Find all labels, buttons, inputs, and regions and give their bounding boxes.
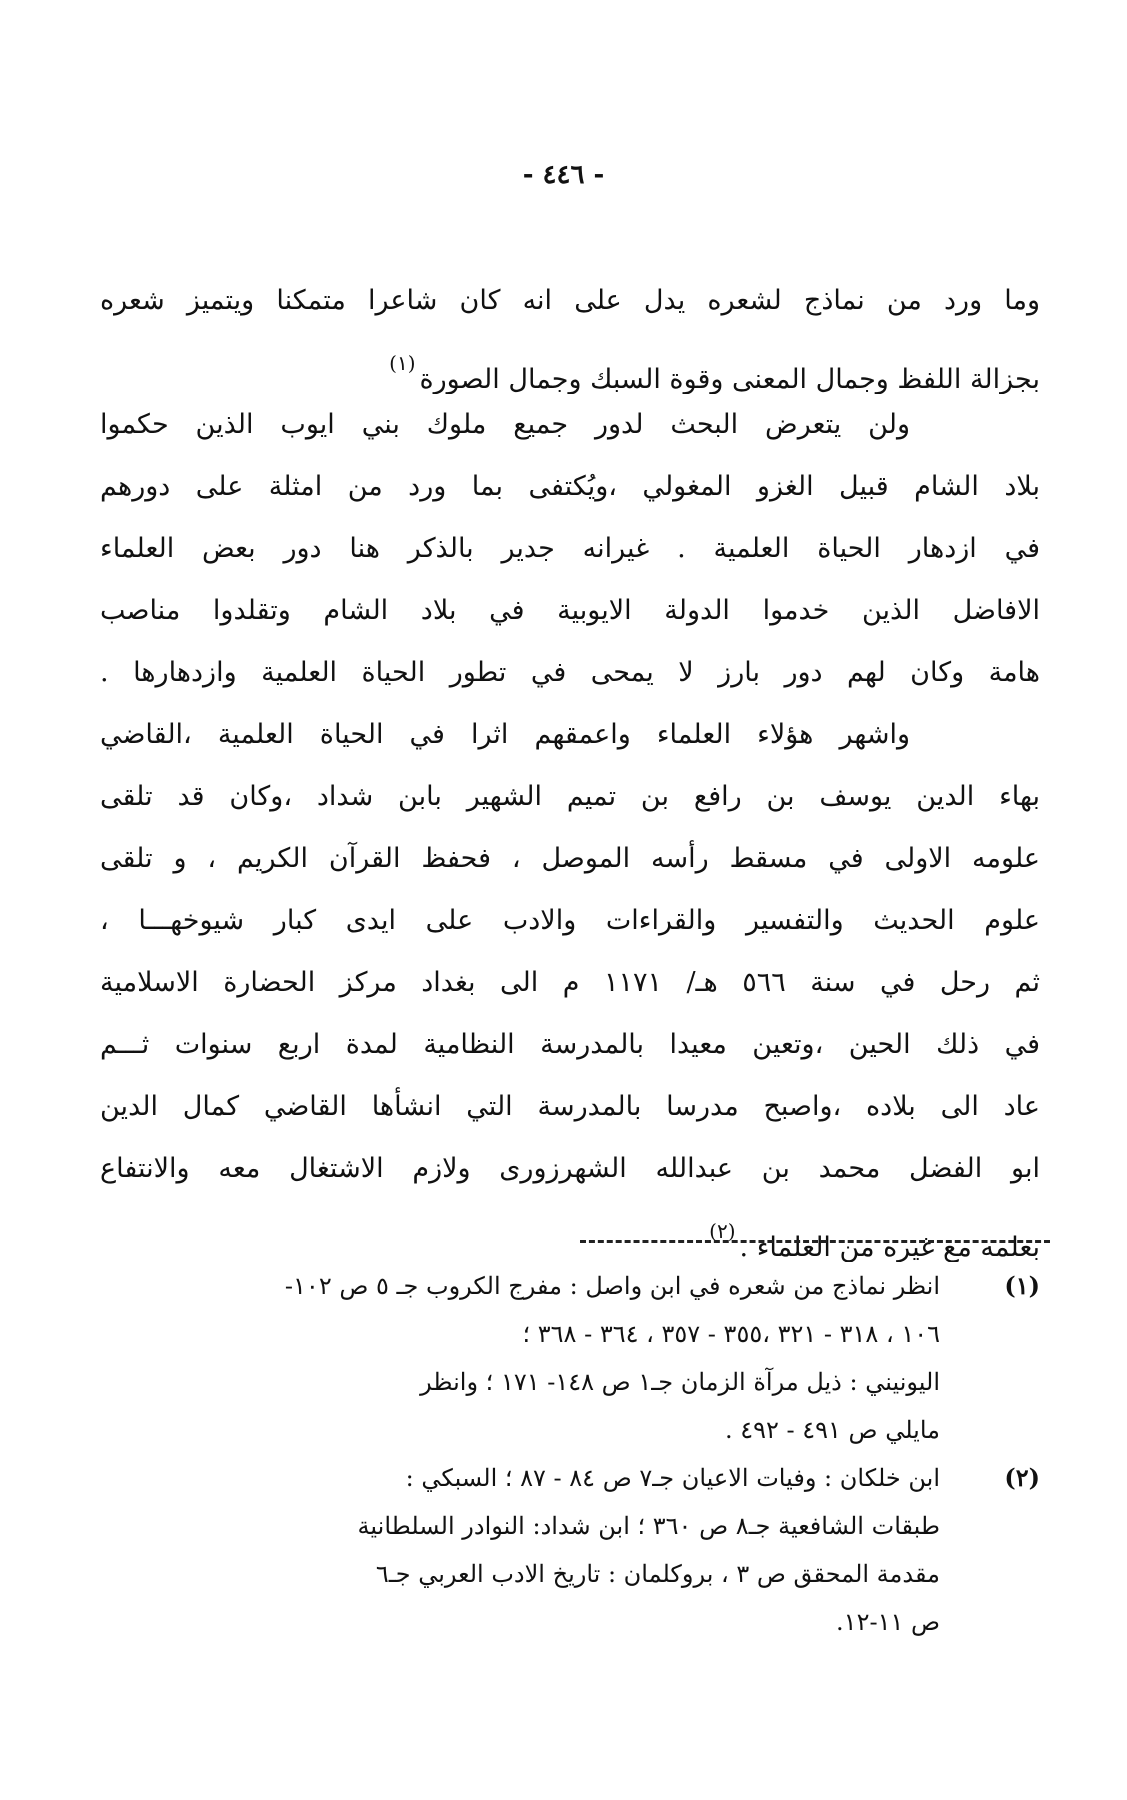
- body-line: ابو الفضل محمد بن عبدالله الشهرزورى ولازم الاشتغال معه والانتفاع: [100, 1153, 1040, 1184]
- footnote-separator: [580, 1240, 1050, 1243]
- body-line: هامة وكان لهم دور بارز لا يمحى في تطور الحياة العلمية وازدهارها .: [100, 657, 1040, 688]
- body-line: بهاء الدين يوسف بن رافع بن تميم الشهير بابن شداد ،وكان قد تلقى: [100, 781, 1040, 812]
- footnote-line: ص ١١-١٢.: [836, 1608, 940, 1636]
- body-line: بجزالة اللفظ وجمال المعنى وقوة السبك وجمال الصورة$^{(١)}$: [389, 351, 1040, 394]
- body-line: علومه الاولى في مسقط رأسه الموصل ، فحفظ القرآن الكريم ، و تلقى: [100, 843, 1040, 874]
- body-line: وما ورد من نماذج لشعره يدل على انه كان شاعرا متمكنا ويتميز شعره: [100, 285, 1040, 316]
- body-line: في ذلك الحين ،وتعين معيدا بالمدرسة النظامية لمدة اربع سنوات ثـــم: [100, 1029, 1040, 1060]
- footnote-line: طبقات الشافعية جـ٨ ص ٣٦٠ ؛ ابن شداد: النوادر السلطانية: [357, 1512, 940, 1540]
- body-text: [100, 270, 1040, 1262]
- body-line: الافاضل الذين خدموا الدولة الايوبية في بلاد الشام وتقلدوا مناصب: [100, 595, 1040, 626]
- footnote-line: ١٠٦ ، ٣١٨ - ٣٢١ ،٣٥٥ - ٣٥٧ ، ٣٦٤ - ٣٦٨ ؛: [522, 1320, 940, 1348]
- footnote-line: انظر نماذج من شعره في ابن واصل : مفرج الكروب جـ ٥ ص ١٠٢-: [284, 1272, 940, 1300]
- body-line: واشهر هؤلاء العلماء واعمقهم اثرا في الحياة العلمية ،القاضي: [100, 719, 910, 750]
- body-line: عاد الى بلاده ،واصبح مدرسا بالمدرسة التي انشأها القاضي كمال الدين: [100, 1091, 1040, 1122]
- body-line: بعلمه مع غيره من العلماء .$^{(٢)}$: [709, 1219, 1040, 1262]
- body-line: ثم رحل في سنة ٥٦٦ هـ/ ١١٧١ م الى بغداد مركز الحضارة الاسلامية: [100, 967, 1040, 998]
- footnote-number: (١): [1004, 1271, 1040, 1300]
- body-line: علوم الحديث والتفسير والقراءات والادب على ايدى كبار شيوخهـــا ،: [100, 905, 1040, 936]
- footnote-ref-1: (١): [389, 351, 416, 375]
- footnote-line: مقدمة المحقق ص ٣ ، بروكلمان : تاريخ الادب العربي جـ٦: [375, 1560, 940, 1588]
- body-line: ولن يتعرض البحث لدور جميع ملوك بني ايوب الذين حكموا: [100, 409, 910, 440]
- footnote-1: [100, 1262, 1040, 1454]
- body-line: في ازدهار الحياة العلمية . غيرانه جدير بالذكر هنا دور بعض العلماء: [100, 533, 1040, 564]
- footnote-line: مايلي ص ٤٩١ - ٤٩٢ .: [724, 1416, 940, 1444]
- footnote-line: ابن خلكان : وفيات الاعيان جـ٧ ص ٨٤ - ٨٧ ؛ السبكي :: [405, 1464, 940, 1492]
- footnote-line: اليونيني : ذيل مرآة الزمان جـ١ ص ١٤٨- ١٧١ ؛ وانظر: [420, 1368, 940, 1396]
- footnote-2: [100, 1454, 1040, 1646]
- footnotes: [100, 1262, 1040, 1646]
- footnote-number: (٢): [1004, 1463, 1040, 1492]
- page-number: - ٤٤٦ -: [522, 160, 605, 190]
- footnote-ref-2: (٢): [709, 1219, 736, 1243]
- body-line: بلاد الشام قبيل الغزو المغولي ،ويُكتفى بما ورد من امثلة على دورهم: [100, 471, 1040, 502]
